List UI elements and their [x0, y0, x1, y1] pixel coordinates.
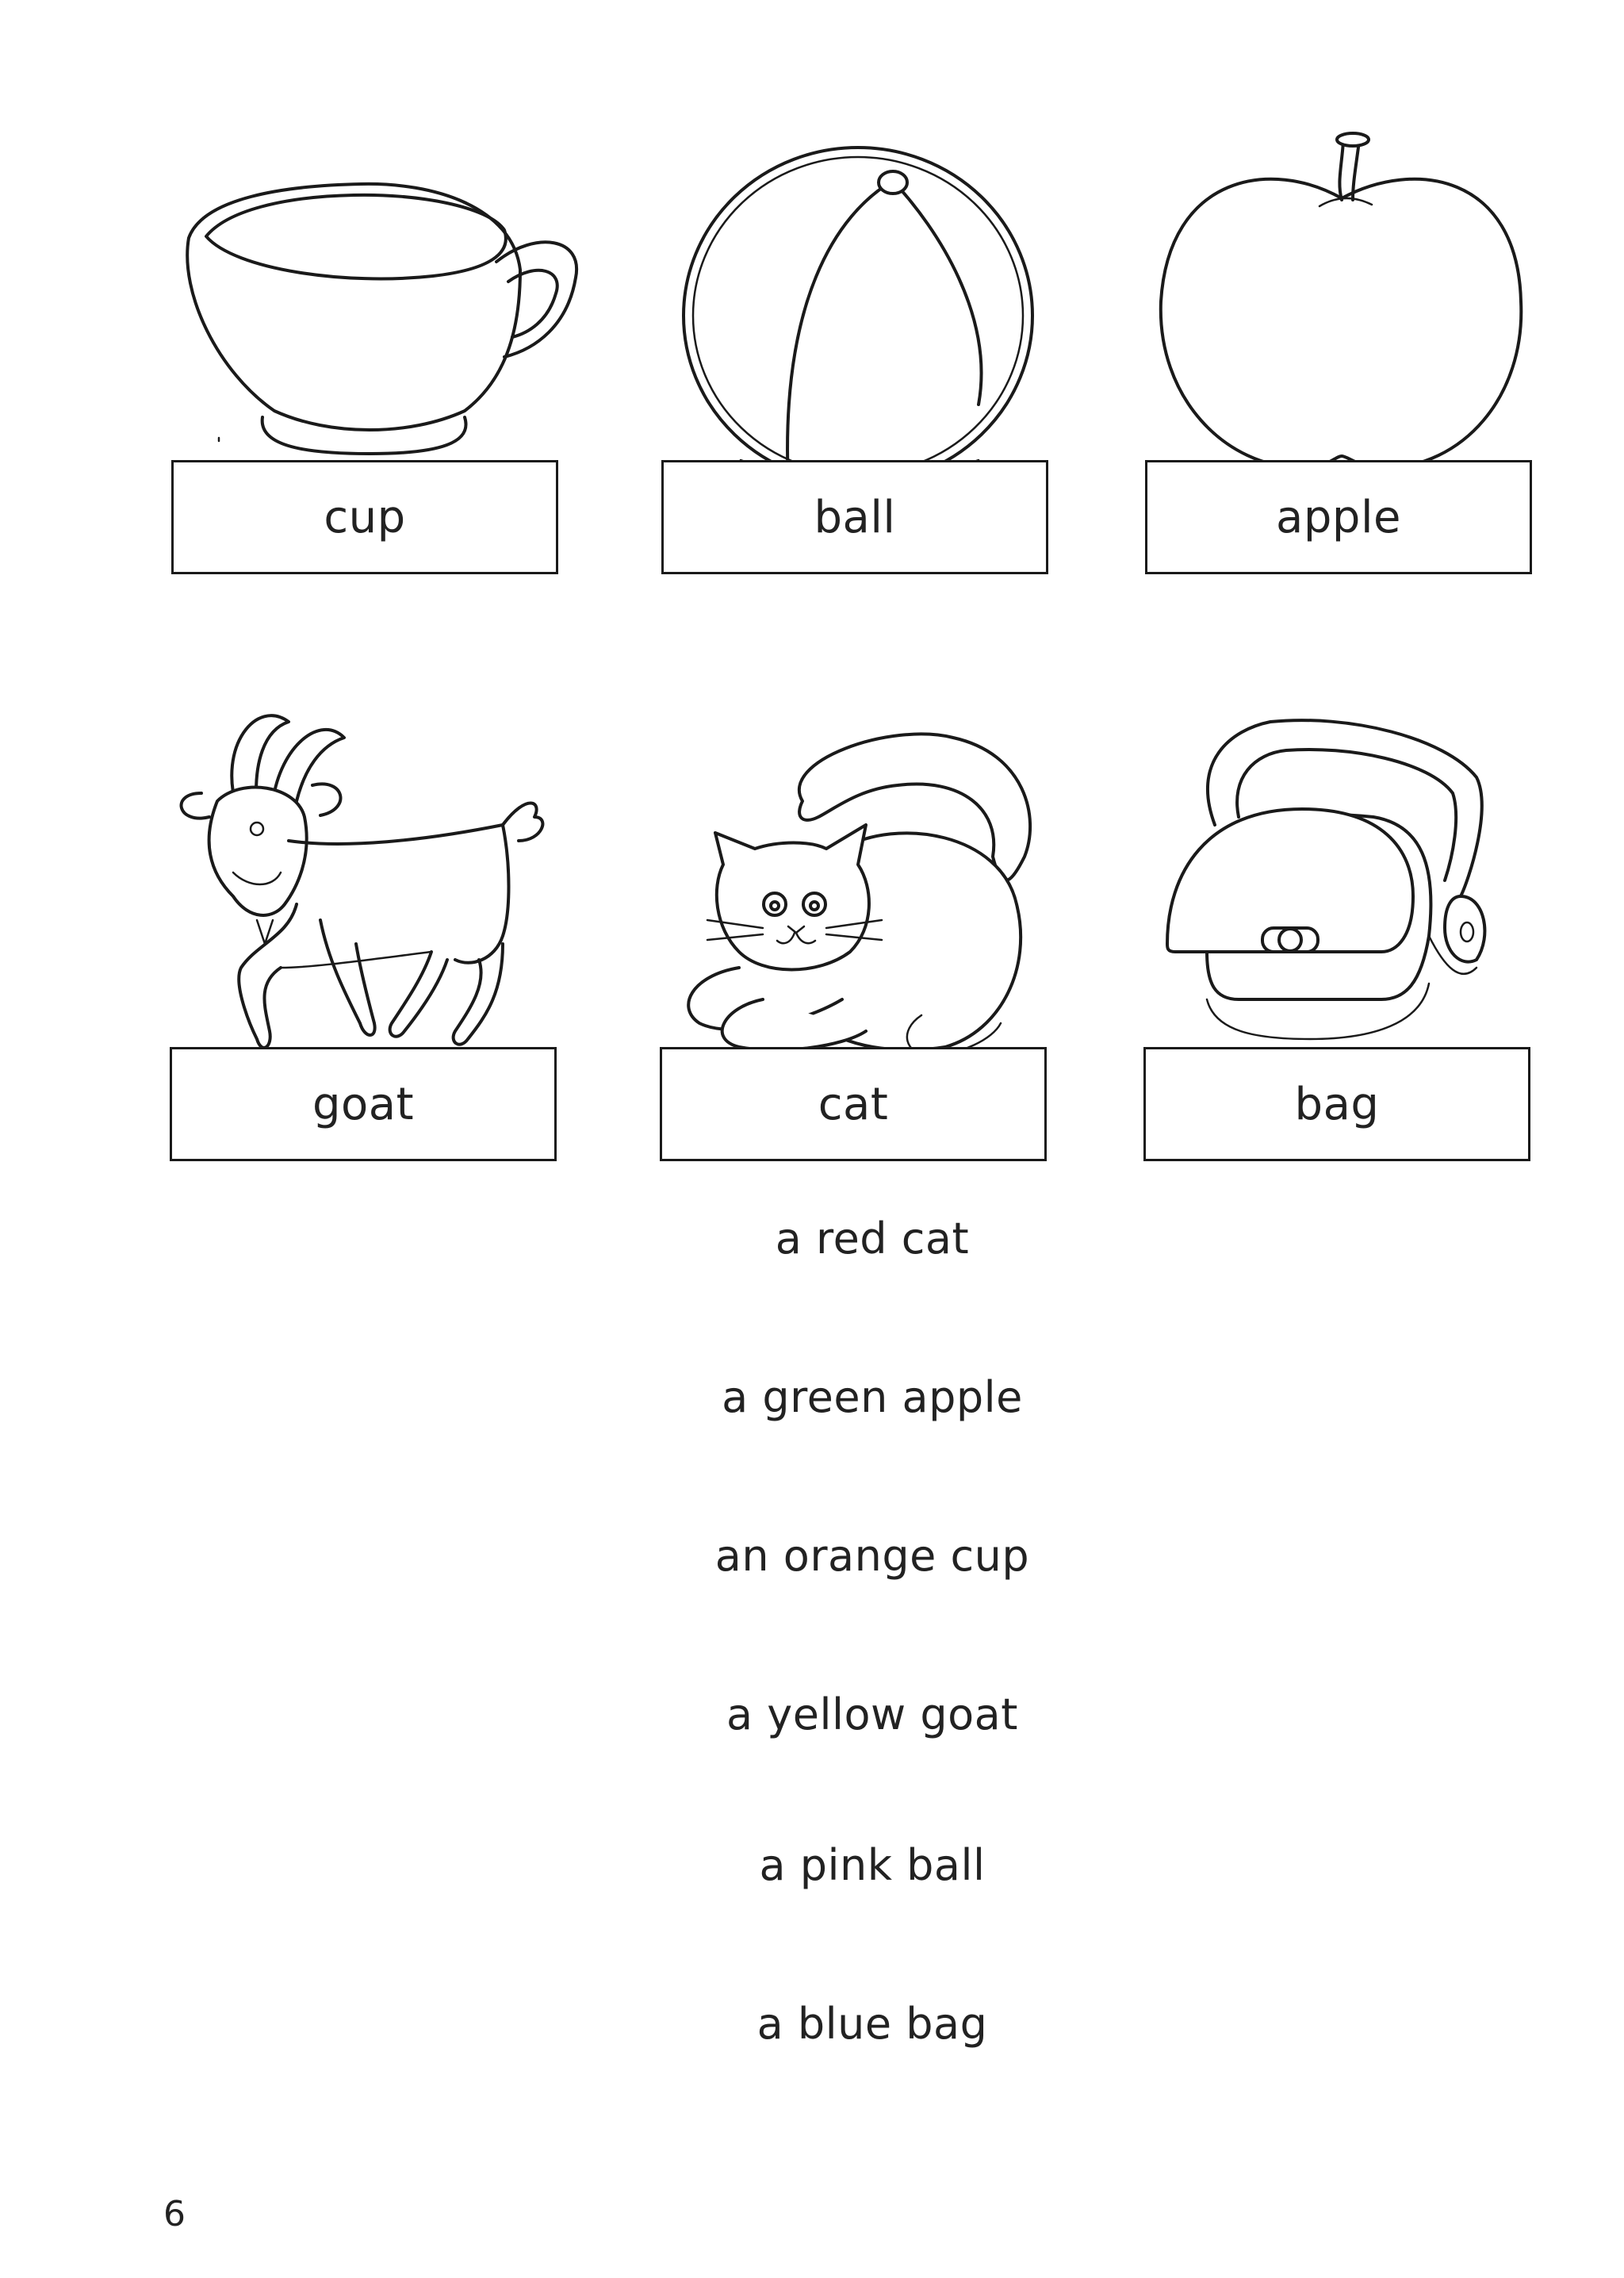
picture-card-bag: [1143, 730, 1535, 1174]
label-box-cat: [660, 1047, 1047, 1161]
phrase-red-cat: a red cat: [775, 1214, 970, 1264]
label-box-goat: [170, 1047, 557, 1161]
picture-label: ball: [814, 491, 896, 543]
picture-card-ball: [661, 143, 1053, 587]
picture-label: apple: [1276, 491, 1401, 543]
phrase-orange-cup: an orange cup: [714, 1531, 1030, 1581]
label-box-ball: [661, 460, 1048, 574]
label-box-bag: [1143, 1047, 1530, 1161]
phrase-blue-bag: a blue bag: [756, 1999, 988, 2049]
cup-icon: [171, 143, 563, 492]
picture-label: cup: [324, 491, 406, 543]
picture-card-apple: [1145, 143, 1537, 587]
picture-label: bag: [1294, 1078, 1380, 1130]
picture-label: goat: [312, 1078, 415, 1130]
phrase-pink-ball: a pink ball: [759, 1840, 986, 1890]
ball-icon: [661, 143, 1053, 492]
page-number: 6: [163, 2194, 186, 2234]
apple-icon: [1145, 143, 1537, 492]
label-box-cup: [171, 460, 558, 574]
phrase-yellow-goat: a yellow goat: [726, 1689, 1018, 1739]
bag-icon: [1143, 730, 1535, 1079]
cat-icon: [660, 730, 1051, 1079]
label-box-apple: [1145, 460, 1532, 574]
picture-card-goat: [170, 730, 561, 1174]
phrase-green-apple: a green apple: [722, 1372, 1023, 1422]
goat-icon: [170, 730, 561, 1079]
picture-card-cup: [171, 143, 563, 587]
picture-label: cat: [818, 1078, 889, 1130]
picture-card-cat: [660, 730, 1051, 1174]
